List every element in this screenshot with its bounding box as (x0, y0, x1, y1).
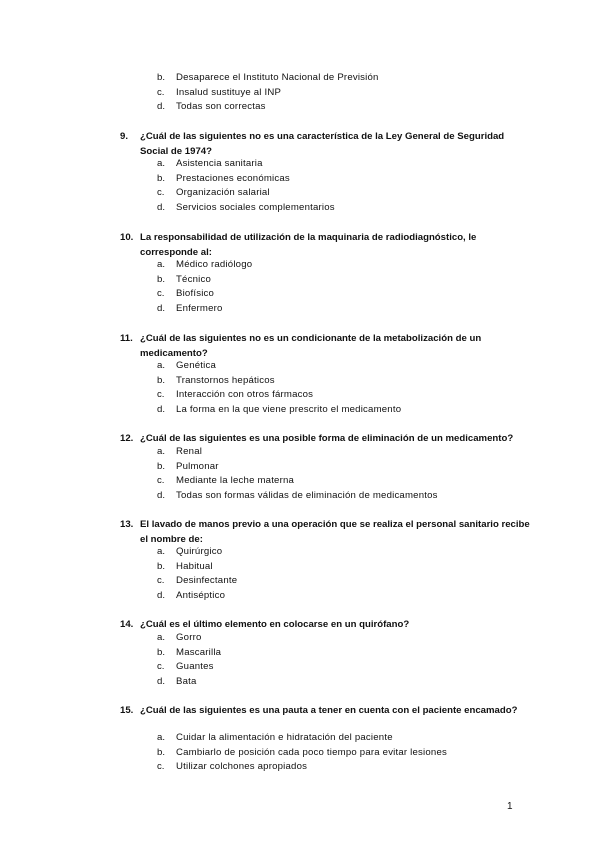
question-options (0, 258, 600, 316)
option-letter: a. (157, 632, 166, 643)
question-number: 9. (120, 131, 129, 142)
option-d (0, 403, 600, 418)
option-b (0, 460, 600, 475)
question-text: ¿Cuál de las siguientes no es un condicionante de la metabolización de un medicamento? (140, 333, 482, 359)
option-letter: b. (157, 273, 166, 285)
question-text: El lavado de manos previo a una operación que se realiza el personal sanitario recibe el nombre de: (140, 519, 530, 545)
option-text: Todas son formas válidas de eliminación de medicamentos (176, 489, 438, 501)
option-d (0, 489, 600, 504)
option-text: Renal (176, 446, 203, 457)
option-letter: d. (157, 675, 166, 687)
question-text: ¿Cuál de las siguientes es una pauta a tener en cuenta con el paciente encamado? (140, 705, 518, 716)
option-text: Todas son correctas (176, 101, 266, 112)
option-letter: a. (157, 360, 166, 371)
option-c (0, 86, 600, 101)
option-letter: c. (157, 575, 165, 586)
option-letter: d. (157, 489, 166, 501)
option-text: Quirúrgico (176, 546, 223, 557)
option-c (0, 760, 600, 775)
question-options (0, 545, 600, 603)
option-letter: c. (157, 389, 165, 400)
question-options (0, 359, 600, 417)
option-text: Servicios sociales complementarios (176, 201, 335, 213)
option-a (0, 157, 600, 172)
option-a (0, 731, 600, 746)
option-text: Mediante la leche materna (176, 475, 295, 486)
option-letter: b. (157, 374, 166, 386)
option-letter: d. (157, 201, 166, 213)
option-text: Técnico (176, 273, 211, 285)
option-text: Cambiarlo de posición cada poco tiempo para evitar lesiones (176, 746, 447, 758)
option-letter: c. (157, 761, 165, 772)
option-text: Mascarilla (176, 646, 222, 658)
question-options (0, 631, 600, 689)
option-c (0, 186, 600, 201)
question-number: 11. (120, 333, 133, 344)
continued-options (0, 71, 600, 115)
option-d (0, 675, 600, 690)
page-number: 1 (507, 801, 513, 812)
option-letter: c. (157, 288, 165, 299)
question-text: La responsabilidad de utilización de la maquinaria de radiodiagnóstico, le corresponde al: (140, 232, 477, 258)
option-c (0, 388, 600, 403)
option-text: Guantes (176, 661, 214, 672)
question-options (0, 731, 600, 775)
option-text: Prestaciones económicas (176, 172, 290, 184)
question-options (0, 157, 600, 215)
option-letter: c. (157, 187, 165, 198)
option-text: Biofísico (176, 288, 215, 299)
option-b (0, 71, 600, 86)
option-letter: c. (157, 475, 165, 486)
option-a (0, 445, 600, 460)
option-c (0, 287, 600, 302)
question-options (0, 445, 600, 503)
option-b (0, 746, 600, 761)
option-letter: d. (157, 589, 166, 601)
option-text: Desaparece el Instituto Nacional de Previsión (176, 72, 379, 83)
option-letter: a. (157, 259, 166, 270)
question-number: 15. (120, 705, 134, 716)
option-d (0, 589, 600, 604)
option-letter: a. (157, 158, 166, 169)
option-text: Utilizar colchones apropiados (176, 761, 308, 772)
option-c (0, 474, 600, 489)
question-text: ¿Cuál es el último elemento en colocarse en un quirófano? (140, 619, 410, 630)
option-text: Transtornos hepáticos (176, 374, 275, 386)
option-letter: b. (157, 646, 166, 658)
option-letter: a. (157, 732, 166, 743)
option-letter: a. (157, 546, 166, 557)
option-text: Organización salarial (176, 187, 270, 198)
option-text: Bata (176, 675, 197, 687)
option-text: Gorro (176, 632, 202, 643)
option-c (0, 660, 600, 675)
option-letter: d. (157, 403, 166, 415)
option-letter: c. (157, 661, 165, 672)
option-letter: b. (157, 746, 166, 758)
option-letter: b. (157, 560, 166, 572)
option-b (0, 646, 600, 661)
option-b (0, 273, 600, 288)
option-letter: b. (157, 72, 166, 83)
option-b (0, 374, 600, 389)
option-a (0, 545, 600, 560)
option-text: Genética (176, 360, 216, 371)
option-text: Pulmonar (176, 460, 219, 472)
question-text: ¿Cuál de las siguientes es una posible forma de eliminación de un medicamento? (140, 433, 514, 444)
option-d (0, 201, 600, 216)
option-text: Interacción con otros fármacos (176, 389, 314, 400)
option-c (0, 574, 600, 589)
option-a (0, 359, 600, 374)
option-text: Médico radiólogo (176, 259, 253, 270)
option-letter: a. (157, 446, 166, 457)
option-a (0, 631, 600, 646)
option-text: Enfermero (176, 302, 223, 314)
option-b (0, 172, 600, 187)
option-a (0, 258, 600, 273)
option-letter: c. (157, 86, 165, 98)
option-text: Habitual (176, 560, 213, 572)
option-letter: d. (157, 302, 166, 314)
option-letter: d. (157, 101, 166, 112)
option-d (0, 302, 600, 317)
option-letter: b. (157, 460, 166, 472)
option-text: Cuidar la alimentación e hidratación del paciente (176, 732, 393, 743)
option-b (0, 560, 600, 575)
option-text: Asistencia sanitaria (176, 158, 263, 169)
option-text: La forma en la que viene prescrito el medicamento (176, 403, 402, 415)
question-number: 10. (120, 232, 134, 243)
question-number: 14. (120, 619, 134, 630)
option-text: Insalud sustituye al INP (176, 86, 282, 98)
option-text: Desinfectante (176, 575, 238, 586)
option-text: Antiséptico (176, 589, 226, 601)
question-number: 12. (120, 433, 134, 444)
option-letter: b. (157, 172, 166, 184)
option-d (0, 100, 600, 115)
question-number: 13. (120, 519, 134, 530)
question-text: ¿Cuál de las siguientes no es una característica de la Ley General de Seguridad Social de 1974? (140, 131, 505, 157)
